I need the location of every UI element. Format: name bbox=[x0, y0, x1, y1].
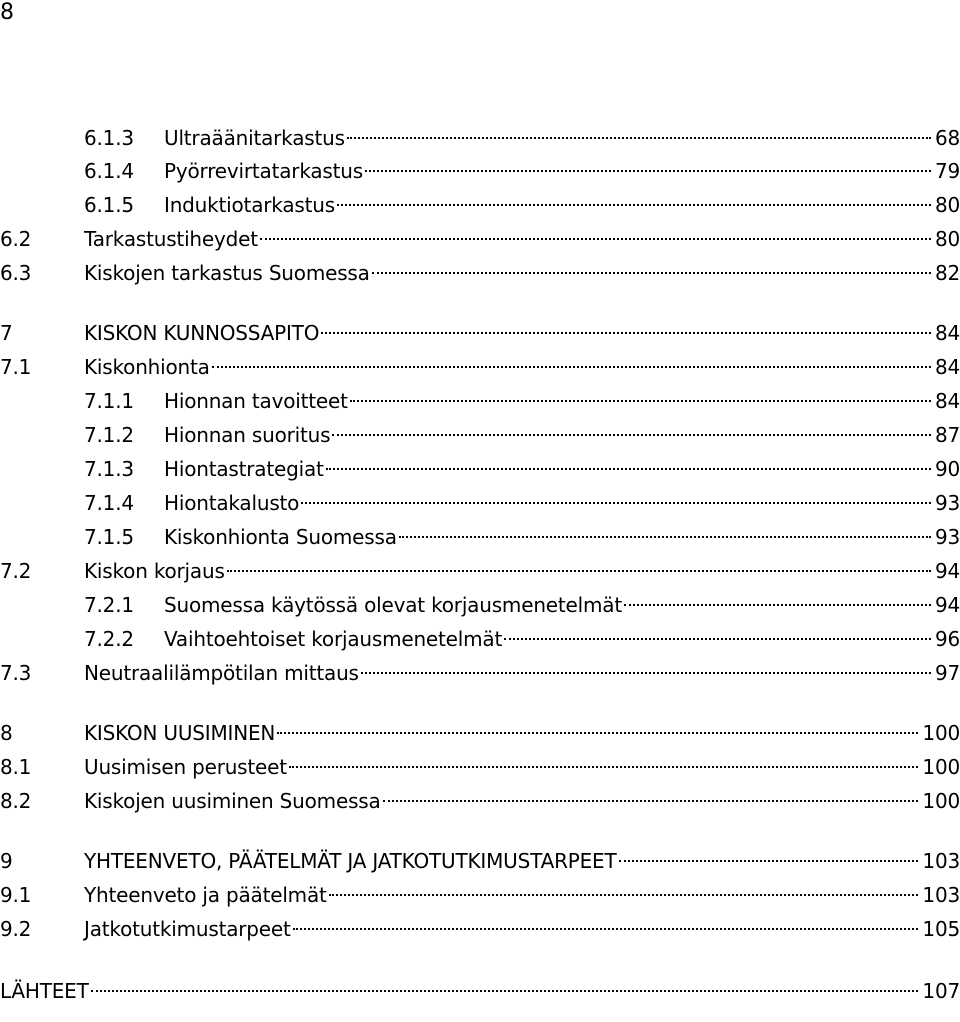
toc-entry-page: 103 bbox=[922, 883, 960, 907]
toc-entry-title: Tarkastustiheydet bbox=[84, 227, 258, 251]
toc-dot-leader bbox=[332, 434, 931, 436]
toc-entry-page: 103 bbox=[922, 849, 960, 873]
toc-entry[interactable] bbox=[84, 624, 960, 654]
toc-entry-number: 7.2.1 bbox=[84, 593, 134, 617]
toc-entry[interactable] bbox=[84, 522, 960, 552]
toc-entry[interactable] bbox=[0, 352, 960, 382]
toc-entry-title: Kiskojen uusiminen Suomessa bbox=[84, 789, 381, 813]
toc-entry-number: 9.2 bbox=[0, 917, 32, 941]
toc-entry-title: Pyörrevirtatarkastus bbox=[164, 159, 363, 183]
toc-entry[interactable] bbox=[84, 386, 960, 416]
toc-entry-number: 7.1.5 bbox=[84, 525, 134, 549]
toc-entry-page: 84 bbox=[934, 389, 960, 413]
toc-entry-number: 6.1.3 bbox=[84, 126, 134, 150]
toc-dot-leader bbox=[321, 332, 931, 334]
toc-entry-title: LÄHTEET bbox=[0, 979, 89, 1003]
toc-entry-number: 6.2 bbox=[0, 227, 32, 251]
toc-entry-page: 79 bbox=[934, 159, 960, 183]
toc-entry-title: YHTEENVETO, PÄÄTELMÄT JA JATKOTUTKIMUSTARPEET bbox=[84, 849, 617, 873]
toc-entry-page: 87 bbox=[934, 423, 960, 447]
toc-entry-number: 6.3 bbox=[0, 261, 32, 285]
toc-entry-page: 90 bbox=[934, 457, 960, 481]
toc-entry-number: 9 bbox=[0, 849, 13, 873]
toc-dot-leader bbox=[277, 732, 918, 734]
toc-entry-title: Vaihtoehtoiset korjausmenetelmät bbox=[164, 627, 503, 651]
toc-entry[interactable] bbox=[0, 976, 960, 1006]
toc-entry-page: 105 bbox=[922, 917, 960, 941]
toc-entry[interactable] bbox=[0, 914, 960, 944]
toc-entry-title: Kiskon korjaus bbox=[84, 559, 225, 583]
toc-entry-title: Hiontastrategiat bbox=[164, 457, 324, 481]
toc-entry-number: 7.1.1 bbox=[84, 389, 134, 413]
toc-entry[interactable] bbox=[84, 190, 960, 220]
toc-entry-page: 82 bbox=[934, 261, 960, 285]
toc-entry-page: 96 bbox=[934, 627, 960, 651]
toc-entry-number: 6.1.4 bbox=[84, 159, 134, 183]
toc-dot-leader bbox=[365, 170, 931, 172]
toc-dot-leader bbox=[350, 400, 931, 402]
toc-entry-title: Kiskonhionta bbox=[84, 355, 210, 379]
toc-entry[interactable] bbox=[0, 786, 960, 816]
toc-dot-leader bbox=[329, 894, 919, 896]
toc-entry-number: 7 bbox=[0, 321, 13, 345]
toc-entry[interactable] bbox=[0, 718, 960, 748]
toc-entry-title: KISKON UUSIMINEN bbox=[84, 721, 276, 745]
toc-entry-page: 84 bbox=[934, 321, 960, 345]
toc-entry-page: 80 bbox=[934, 227, 960, 251]
toc-entry-title: Kiskojen tarkastus Suomessa bbox=[84, 261, 370, 285]
toc-entry[interactable] bbox=[0, 224, 960, 254]
toc-entry-number: 9.1 bbox=[0, 883, 32, 907]
toc-entry-page: 93 bbox=[934, 491, 960, 515]
toc-dot-leader bbox=[624, 604, 931, 606]
toc-dot-leader bbox=[361, 672, 931, 674]
toc-dot-leader bbox=[293, 928, 919, 930]
toc-entry-page: 80 bbox=[934, 193, 960, 217]
toc-entry-title: Neutraalilämpötilan mittaus bbox=[84, 661, 359, 685]
toc-entry-number: 7.1 bbox=[0, 355, 32, 379]
toc-entry-title: Hionnan suoritus bbox=[164, 423, 331, 447]
toc-entry-number: 6.1.5 bbox=[84, 193, 134, 217]
toc-entry-page: 93 bbox=[934, 525, 960, 549]
toc-entry[interactable] bbox=[0, 880, 960, 910]
toc-dot-leader bbox=[347, 137, 931, 139]
toc-entry[interactable] bbox=[84, 420, 960, 450]
toc-entry-title: Suomessa käytössä olevat korjausmenetelmät bbox=[164, 593, 622, 617]
toc-entry-number: 8.1 bbox=[0, 755, 32, 779]
toc-entry-title: Hiontakalusto bbox=[164, 491, 300, 515]
toc-dot-leader bbox=[260, 238, 931, 240]
toc-entry-page: 107 bbox=[922, 979, 960, 1003]
toc-dot-leader bbox=[337, 204, 931, 206]
toc-entry[interactable] bbox=[0, 258, 960, 288]
toc-entry[interactable] bbox=[0, 658, 960, 688]
toc-entry-title: KISKON KUNNOSSAPITO bbox=[84, 321, 320, 345]
toc-entry-number: 7.1.2 bbox=[84, 423, 134, 447]
toc-dot-leader bbox=[372, 272, 931, 274]
toc-dot-leader bbox=[399, 536, 931, 538]
toc-entry-number: 7.2.2 bbox=[84, 627, 134, 651]
toc-dot-leader bbox=[289, 766, 919, 768]
toc-entry-number: 7.2 bbox=[0, 559, 32, 583]
toc-entry-number: 8.2 bbox=[0, 789, 32, 813]
toc-entry[interactable] bbox=[0, 846, 960, 876]
toc-entry[interactable] bbox=[0, 752, 960, 782]
toc-entry-title: Yhteenveto ja päätelmät bbox=[84, 883, 327, 907]
toc-entry[interactable] bbox=[0, 318, 960, 348]
toc-dot-leader bbox=[619, 860, 919, 862]
toc-entry-page: 94 bbox=[934, 559, 960, 583]
toc-dot-leader bbox=[504, 638, 931, 640]
toc-dot-leader bbox=[326, 468, 931, 470]
toc-entry-page: 97 bbox=[934, 661, 960, 685]
toc-entry-page: 100 bbox=[922, 721, 960, 745]
page-number: 8 bbox=[0, 0, 14, 25]
toc-dot-leader bbox=[212, 366, 931, 368]
toc-entry-number: 7.1.4 bbox=[84, 491, 134, 515]
toc-entry-number: 7.1.3 bbox=[84, 457, 134, 481]
toc-dot-leader bbox=[227, 570, 931, 572]
toc-entry-page: 84 bbox=[934, 355, 960, 379]
toc-dot-leader bbox=[301, 502, 931, 504]
toc-entry[interactable] bbox=[84, 123, 960, 153]
toc-entry-title: Jatkotutkimustarpeet bbox=[84, 917, 291, 941]
toc-entry-page: 68 bbox=[934, 126, 960, 150]
toc-entry-title: Ultraäänitarkastus bbox=[164, 126, 345, 150]
toc-dot-leader bbox=[383, 800, 919, 802]
toc-entry-page: 100 bbox=[922, 789, 960, 813]
toc-entry-number: 8 bbox=[0, 721, 13, 745]
toc-entry-page: 100 bbox=[922, 755, 960, 779]
toc-entry[interactable] bbox=[84, 590, 960, 620]
toc-entry-title: Kiskonhionta Suomessa bbox=[164, 525, 397, 549]
toc-entry[interactable] bbox=[84, 156, 960, 186]
toc-entry-title: Hionnan tavoitteet bbox=[164, 389, 348, 413]
toc-entry[interactable] bbox=[84, 454, 960, 484]
toc-entry[interactable] bbox=[84, 488, 960, 518]
toc-dot-leader bbox=[91, 990, 919, 992]
toc-entry[interactable] bbox=[0, 556, 960, 586]
toc-entry-number: 7.3 bbox=[0, 661, 32, 685]
toc-entry-title: Uusimisen perusteet bbox=[84, 755, 287, 779]
toc-entry-title: Induktiotarkastus bbox=[164, 193, 335, 217]
toc-entry-page: 94 bbox=[934, 593, 960, 617]
